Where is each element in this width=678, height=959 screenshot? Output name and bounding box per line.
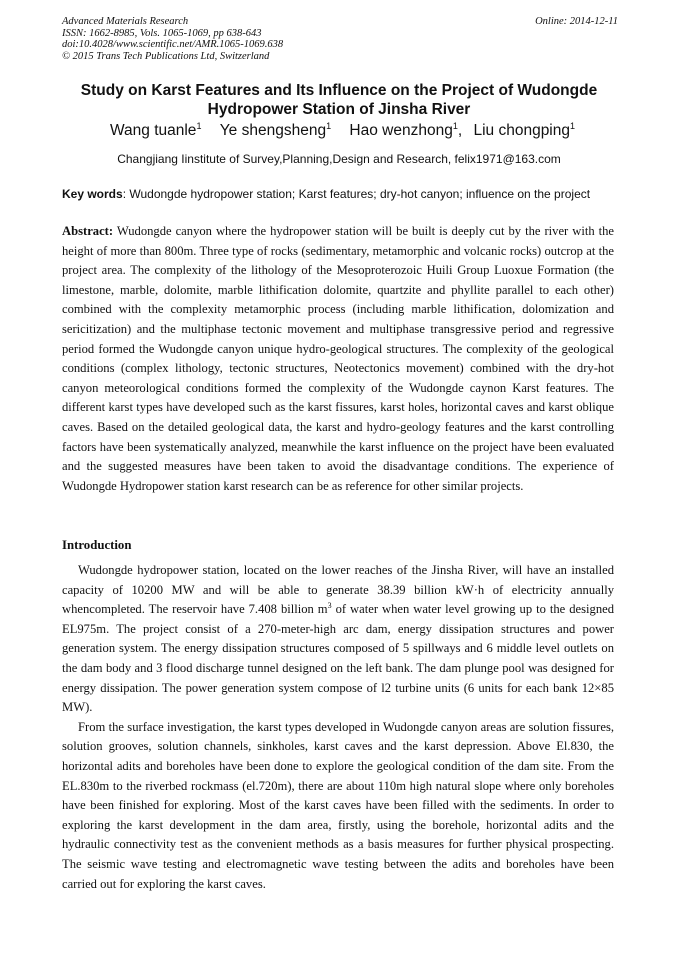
author-list: [50, 121, 628, 140]
publication-header: [62, 16, 618, 62]
paragraph: From the surface investigation, the karst types developed in Wudongde canyon areas are solution fissures, solution grooves, solution channels, sinkholes, karst caves and the karst depression. Above El.830, the horizontal adits and boreholes have been done to explore the geological condition of the dam site. From the EL.830m to the riverbed rockmass (el.720m), there are about 110m high natural slope where only boreholes have been finished for exploring. Most of the karst caves have been filled with the sediments. In order to exploring the karst development in the dam area, firstly, using the borehole, horizontal adits and the hydraulic connectivity test as the convenient methods as a basis measures for further physical prospecting. The seismic wave testing and electromagnetic wave testing between the adits and boreholes have been carried out for exploring the karst caves.: [62, 719, 614, 891]
abstract-text: Wudongde canyon where the hydropower station will be built is deeply cut by the river with the height of more than 800m. Three type of rocks (sedimentary, metamorphic and volcanic rocks) outcrop at the project area. The complexity of the lithology of the Mesoproterozoic Huili Group Luoxue Formation (the limestone, marble, dolomite, marble lithification dolomite, quartzite and phyllite parallel to each other) combined with the complexity metamorphic process (including marble lithification, dolomization and sericitization) and the multiphase tectonic movement and multiphase transgressive period and regressive period formed the Wudongde canyon unique hydro-geological structures. The complexity of the geological conditions (complex lithology, tectonic structures, Neotectonics movement) combined with the dry-hot canyon meteorological conditions formed the complexity of the Wudongde caynon Karst features. The different karst types have developed such as the karst fissures, karst holes, horizontal caves and karst oblique caves. Based on the detailed geological data, the karst and hydro-geology features and the karst controlling factors have been systematically analyzed, meanwhile the karst influence on the project have been evaluated and the suggested measures have been taken to avoid the disadvantage conditions. The experience of Wudongde Hydropower station karst research can be as reference for other similar projects.: [62, 224, 615, 493]
author-1: Wang tuanle$^1$: [109, 121, 202, 140]
paragraph: Wudongde hydropower station, located on the lower reaches of the Jinsha River, will have an installed capacity of 10200 MW and will be able to generate 38.39 billion kW·h of electricity annually whencompleted. The reservoir have 7.408 billion $m^3$ of water when water level growing up to the designed EL975m. The project consist of a 270-meter-high arc dam, energy dissipation structures and power generation system. The energy dissipation structures composed of 5 spillways and 6 middle level outlets on the dam body and 3 flood discharge tunnel designed on the left bank. The dam plunge pool was designed for energy dissipation. The power generation system compose of l2 turbine units (6 units for each bank 12×85 MW).: [62, 563, 615, 715]
author-3: Hao wenzhong$^1$,: [349, 121, 463, 140]
abstract-label: Abstract:: [62, 224, 114, 238]
section-heading-introduction: Introduction: [62, 538, 132, 552]
author-4: Liu chongping$^1$: [473, 121, 576, 140]
keywords: [62, 187, 622, 201]
author-2: Ye shengsheng$^1$: [219, 121, 332, 140]
paper-title: Study on Karst Features and Its Influence on the Project of Wudongde Hydropower Station of Jinsha River: [80, 82, 598, 118]
introduction-body: [62, 561, 614, 894]
affiliation: Changjiang Iinstitute of Survey,Planning,Design and Research, felix1971@163.com: [117, 152, 561, 166]
doi-line: doi:10.4028/www.scientific.net/AMR.1065-1069.638: [62, 39, 284, 50]
abstract: [62, 222, 614, 496]
journal-name: Advanced Materials Research: [62, 16, 189, 27]
keywords-label: Key words: [62, 187, 123, 201]
keywords-text: : Wudongde hydropower station; Karst features; dry-hot canyon; influence on the project: [122, 187, 591, 201]
issn-line: ISSN: 1662-8985, Vols. 1065-1069, pp 638-643: [62, 27, 262, 39]
online-date: Online: 2014-12-11: [535, 16, 618, 27]
copyright-line: © 2015 Trans Tech Publications Ltd, Switzerland: [62, 50, 270, 62]
